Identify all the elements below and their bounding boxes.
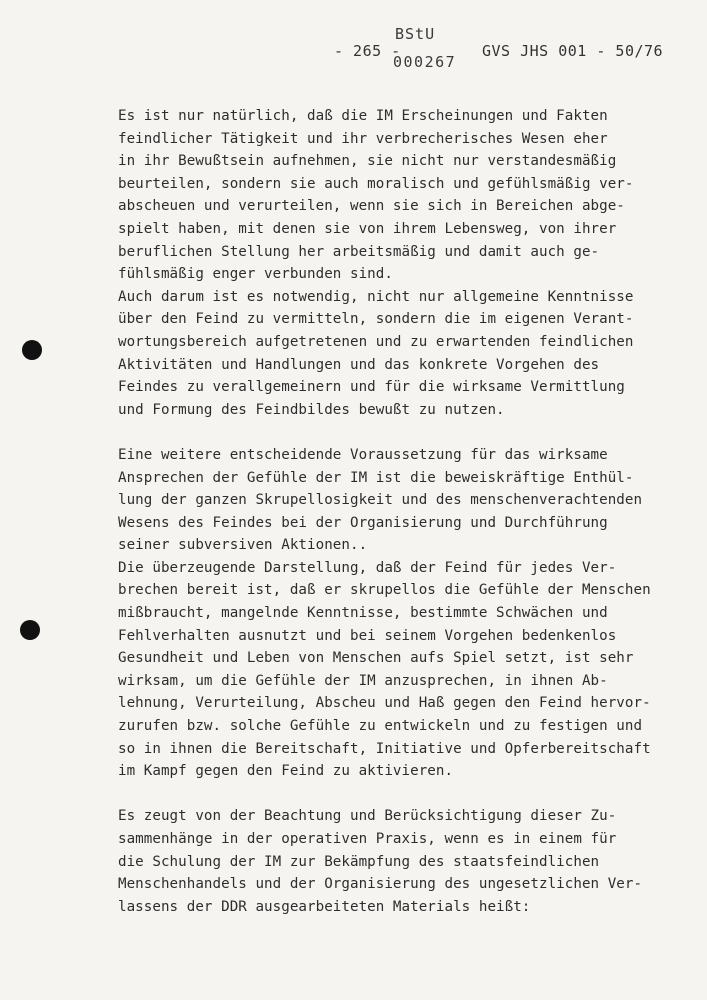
text-line: Die überzeugende Darstellung, daß der Feind für jedes Ver- — [118, 559, 617, 576]
document-body — [118, 105, 688, 918]
punch-hole-icon — [22, 340, 42, 360]
text-line: wirksam, um die Gefühle der IM anzusprechen, in ihnen Ab- — [118, 672, 608, 689]
punch-hole-icon — [20, 620, 40, 640]
text-line: Eine weitere entscheidende Voraussetzung für das wirksame — [118, 446, 608, 463]
text-line: seiner subversiven Aktionen.. — [118, 537, 368, 554]
text-line: lung der ganzen Skrupellosigkeit und des menschenverachtenden — [118, 492, 643, 509]
text-line: abscheuen und verurteilen, wenn sie sich in Bereichen abge- — [118, 198, 625, 215]
paragraph-gap — [118, 421, 688, 444]
document-reference: GVS JHS 001 - 50/76 — [482, 42, 664, 60]
text-line: brechen bereit ist, daß er skrupellos die Gefühle der Menschen — [118, 582, 651, 599]
text-line: in ihr Bewußtsein aufnehmen, sie nicht nur verstandesmäßig — [118, 153, 617, 170]
text-line: Menschenhandels und der Organisierung des ungesetzlichen Ver- — [118, 876, 643, 893]
text-line: Wesens des Feindes bei der Organisierung und Durchführung — [118, 514, 608, 531]
archive-stamp-number: 000267 — [393, 53, 457, 71]
text-line: Es zeugt von der Beachtung und Berücksichtigung dieser Zu- — [118, 808, 617, 825]
paragraph-2 — [118, 444, 688, 783]
text-line: spielt haben, mit denen sie von ihrem Lebensweg, von ihrer — [118, 220, 617, 237]
text-line: zurufen bzw. solche Gefühle zu entwickeln und zu festigen und — [118, 718, 643, 735]
paragraph-3 — [118, 805, 688, 918]
text-line: Fehlverhalten ausnutzt und bei seinem Vorgehen bedenkenlos — [118, 627, 617, 644]
archive-stamp-label: BStU — [395, 25, 436, 43]
text-line: und Formung des Feindbildes bewußt zu nutzen. — [118, 401, 505, 418]
text-line: Auch darum ist es notwendig, nicht nur allgemeine Kenntnisse — [118, 288, 634, 305]
text-line: fühlsmäßig enger verbunden sind. — [118, 266, 393, 283]
text-line: die Schulung der IM zur Bekämpfung des staatsfeindlichen — [118, 853, 600, 870]
text-line: beurteilen, sondern sie auch moralisch und gefühlsmäßig ver- — [118, 175, 634, 192]
text-line: wortungsbereich aufgetretenen und zu erwartenden feindlichen — [118, 333, 634, 350]
text-line: lassens der DDR ausgearbeiteten Materials heißt: — [118, 898, 531, 915]
text-line: so in ihnen die Bereitschaft, Initiative und Opferbereitschaft — [118, 740, 651, 757]
text-line: Aktivitäten und Handlungen und das konkrete Vorgehen des — [118, 356, 600, 373]
text-line: Feindes zu verallgemeinern und für die wirksame Vermittlung — [118, 379, 625, 396]
text-line: beruflichen Stellung her arbeitsmäßig und damit auch ge- — [118, 243, 600, 260]
text-line: mißbraucht, mangelnde Kenntnisse, bestimmte Schwächen und — [118, 605, 608, 622]
text-line: Es ist nur natürlich, daß die IM Erscheinungen und Fakten — [118, 108, 608, 124]
paragraph-1 — [118, 105, 688, 421]
text-line: über den Feind zu vermitteln, sondern die im eigenen Verant- — [118, 311, 634, 328]
text-line: Gesundheit und Leben von Menschen aufs Spiel setzt, ist sehr — [118, 650, 634, 667]
text-line: lehnung, Verurteilung, Abscheu und Haß gegen den Feind hervor- — [118, 695, 651, 712]
paragraph-gap — [118, 783, 688, 806]
text-line: sammenhänge in der operativen Praxis, wenn es in einem für — [118, 831, 617, 847]
text-line: Ansprechen der Gefühle der IM ist die beweiskräftige Enthül- — [118, 469, 634, 486]
text-line: im Kampf gegen den Feind zu aktivieren. — [118, 763, 454, 780]
text-line: feindlicher Tätigkeit und ihr verbrecherisches Wesen eher — [118, 130, 608, 147]
page-number: - 265 - — [334, 42, 401, 60]
